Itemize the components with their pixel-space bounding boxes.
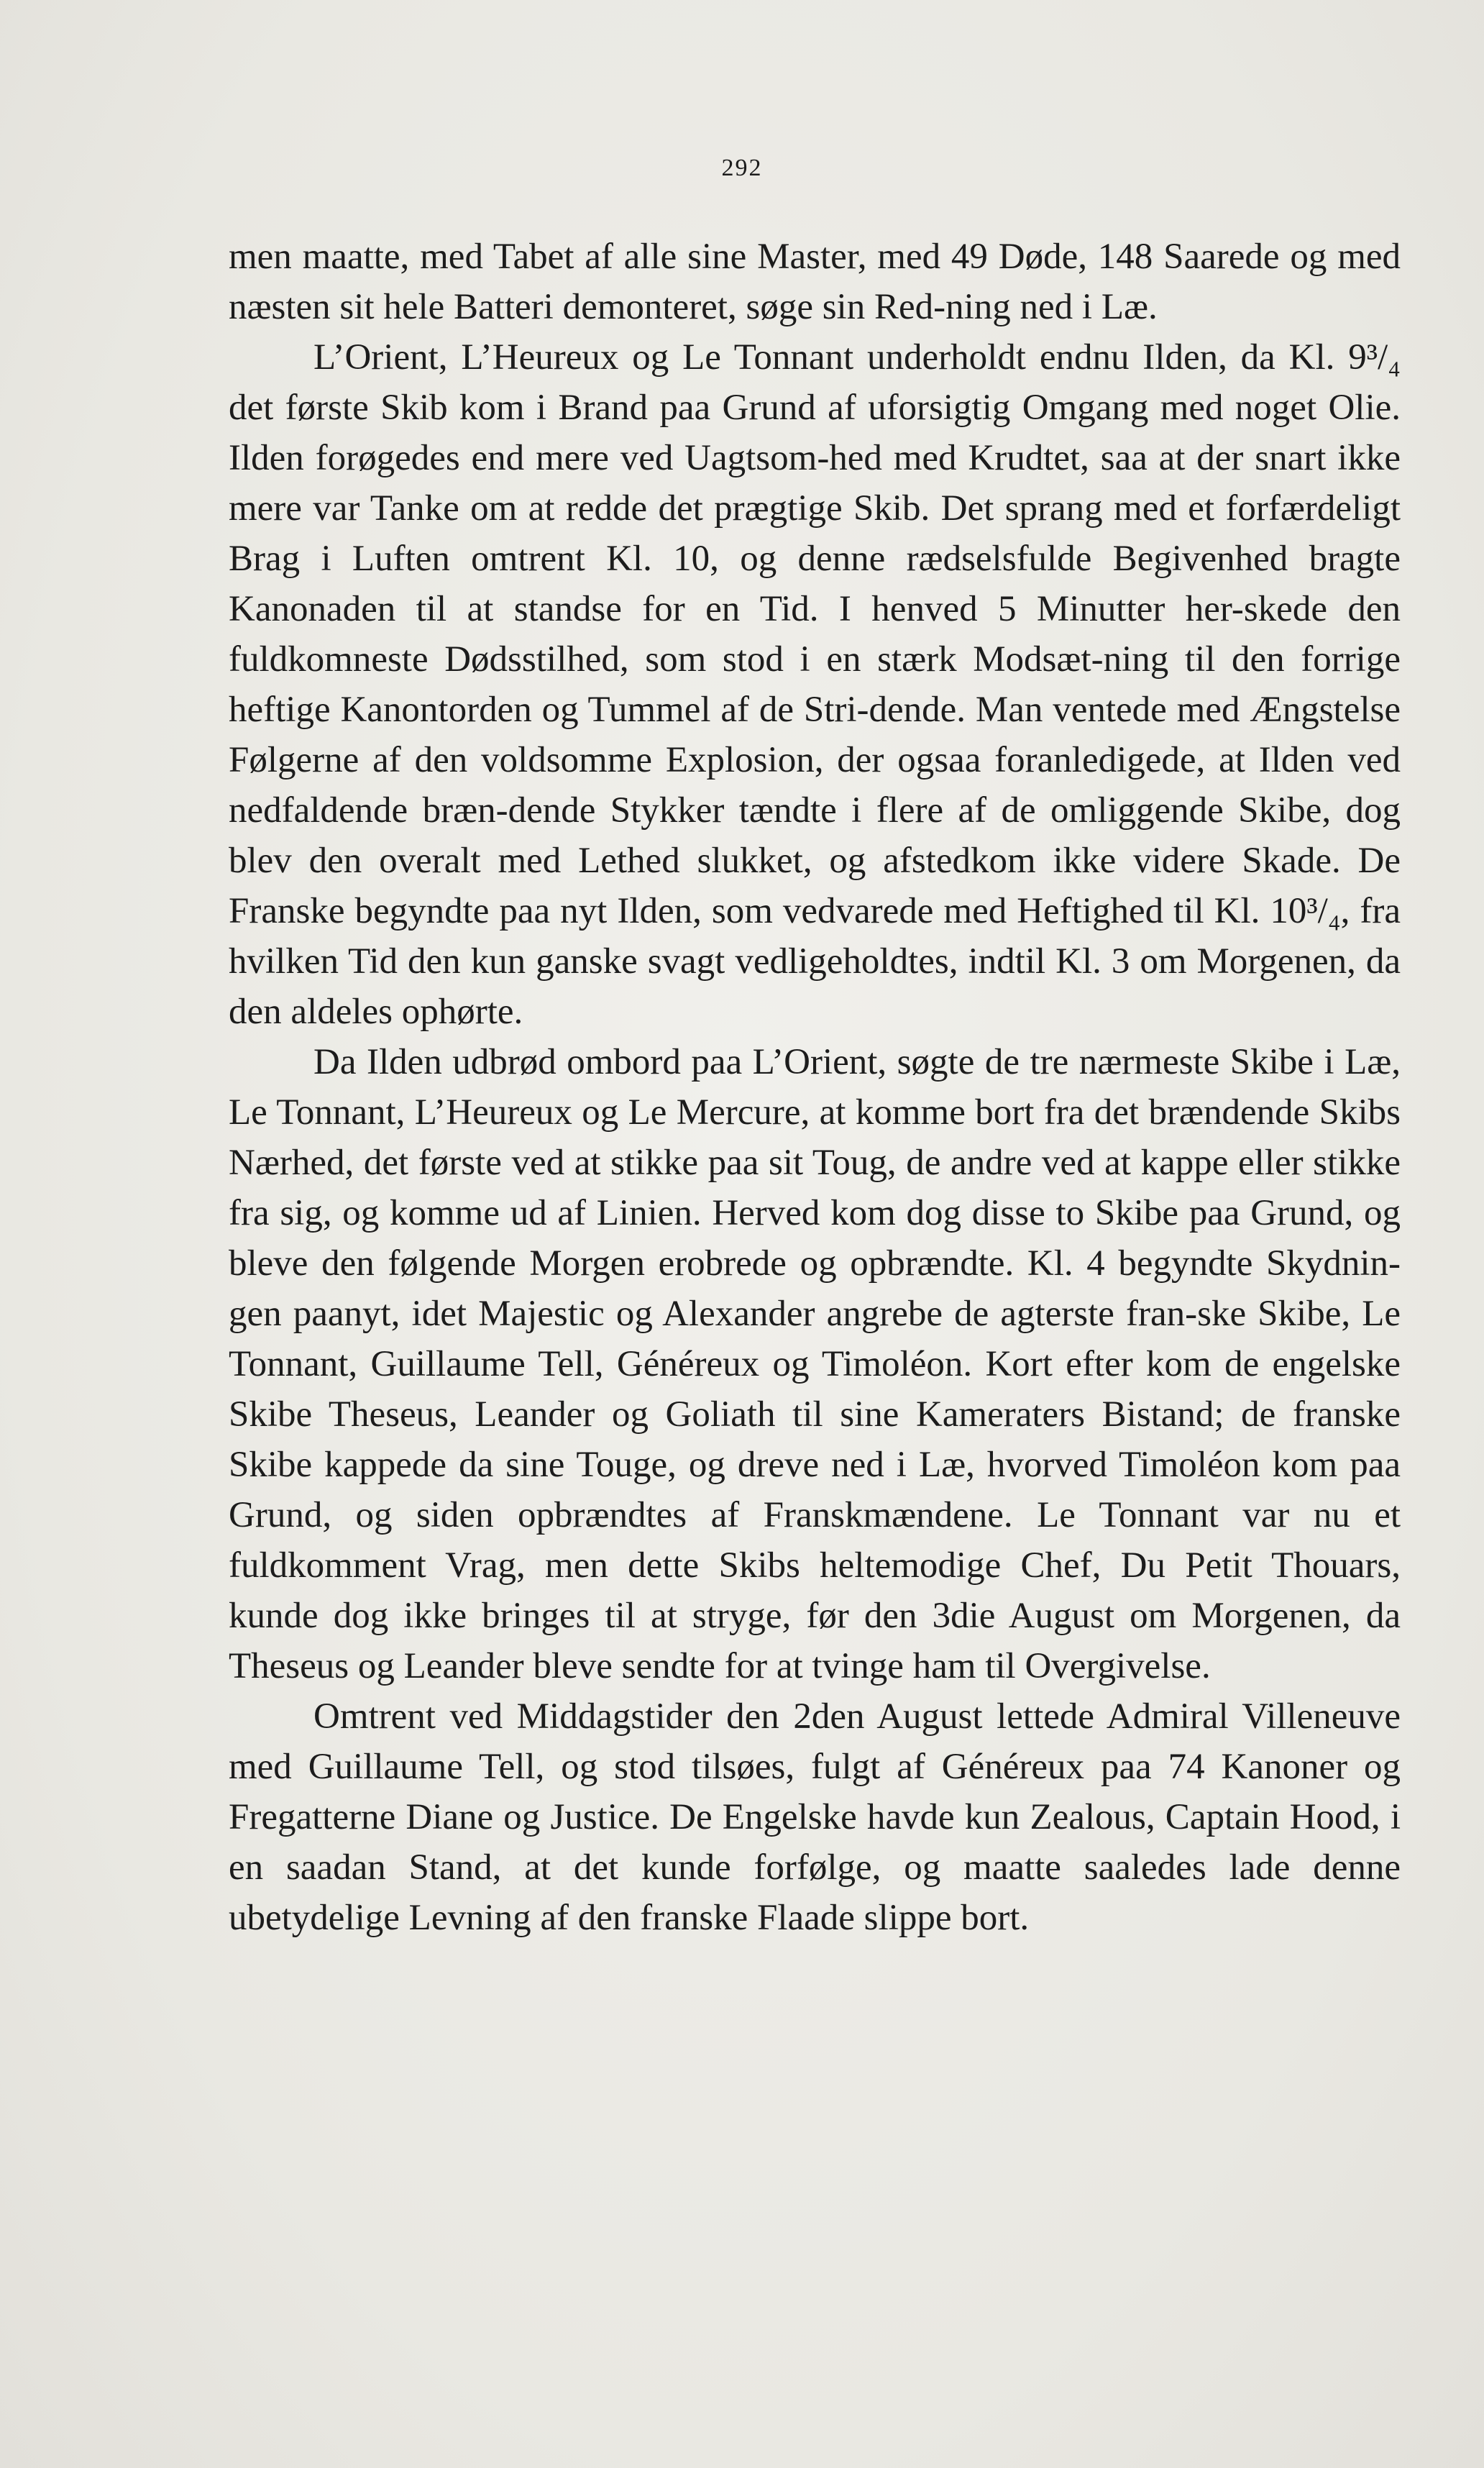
- body-text: [229, 232, 1401, 1943]
- paragraph-3: Da Ilden udbrød ombord paa L’Orient, søgte de tre nærmeste Skibe i Læ, Le Tonnant, L’Heureux og Le Mercure, at komme bort fra det brændende Skibs Nærhed, det første ved at stikke paa sit Toug, de andre ved at kappe eller stikke fra sig, og komme ud af Linien. Herved kom dog disse to Skibe paa Grund, og bleve den følgende Morgen erobrede og opbrændte. Kl. 4 begyndte Skydnin-gen paanyt, idet Majestic og Alexander angrebe de agterste fran-ske Skibe, Le Tonnant, Guillaume Tell, Généreux og Timoléon. Kort efter kom de engelske Skibe Theseus, Leander og Goliath til sine Kameraters Bistand; de franske Skibe kappede da sine Touge, og dreve ned i Læ, hvorved Timoléon kom paa Grund, og siden opbrændtes af Franskmændene. Le Tonnant var nu et fuldkomment Vrag, men dette Skibs heltemodige Chef, Du Petit Thouars, kunde dog ikke bringes til at stryge, før den 3die August om Morgenen, da Theseus og Leander bleve sendte for at tvinge ham til Overgivelse.: [229, 1042, 1401, 1686]
- page-number: 292: [721, 155, 763, 181]
- paragraph-4: Omtrent ved Middagstider den 2den August lettede Admiral Villeneuve med Guillaume Tell, og stod tilsøes, fulgt af Généreux paa 74 Kanoner og Fregatterne Diane og Justice. De Engelske havde kun Zealous, Captain Hood, i en saadan Stand, at det kunde forfølge, og maatte saaledes lade denne ubetydelige Levning af den franske Flaade slippe bort.: [229, 1696, 1401, 1938]
- paragraph-2: L’Orient, L’Heureux og Le Tonnant underholdt endnu Ilden, da Kl. 9³/₄ det første Skib kom i Brand paa Grund af uforsigtig Omgang med noget Olie. Ilden forøgedes end mere ved Uagtsom-hed med Krudtet, saa at der snart ikke mere var Tanke om at redde det prægtige Skib. Det sprang med et forfærdeligt Brag i Luften omtrent Kl. 10, og denne rædselsfulde Begivenhed bragte Kanonaden til at standse for en Tid. I henved 5 Minutter her-skede den fuldkomneste Dødsstilhed, som stod i en stærk Modsæt-ning til den forrige heftige Kanontorden og Tummel af de Stri-dende. Man ventede med Ængstelse Følgerne af den voldsomme Explosion, der ogsaa foranledigede, at Ilden ved nedfaldende bræn-dende Stykker tændte i flere af de omliggende Skibe, dog blev den overalt med Lethed slukket, og afstedkom ikke videre Skade. De Franske begyndte paa nyt Ilden, som vedvarede med Heftighed til Kl. 10³/₄, fra hvilken Tid den kun ganske svagt vedligeholdtes, indtil Kl. 3 om Morgenen, da den aldeles ophørte.: [229, 337, 1401, 1032]
- paragraph-1: men maatte, med Tabet af alle sine Master, med 49 Døde, 148 Saarede og med næsten sit hele Batteri demonteret, søge sin Red-ning ned i Læ.: [229, 237, 1401, 327]
